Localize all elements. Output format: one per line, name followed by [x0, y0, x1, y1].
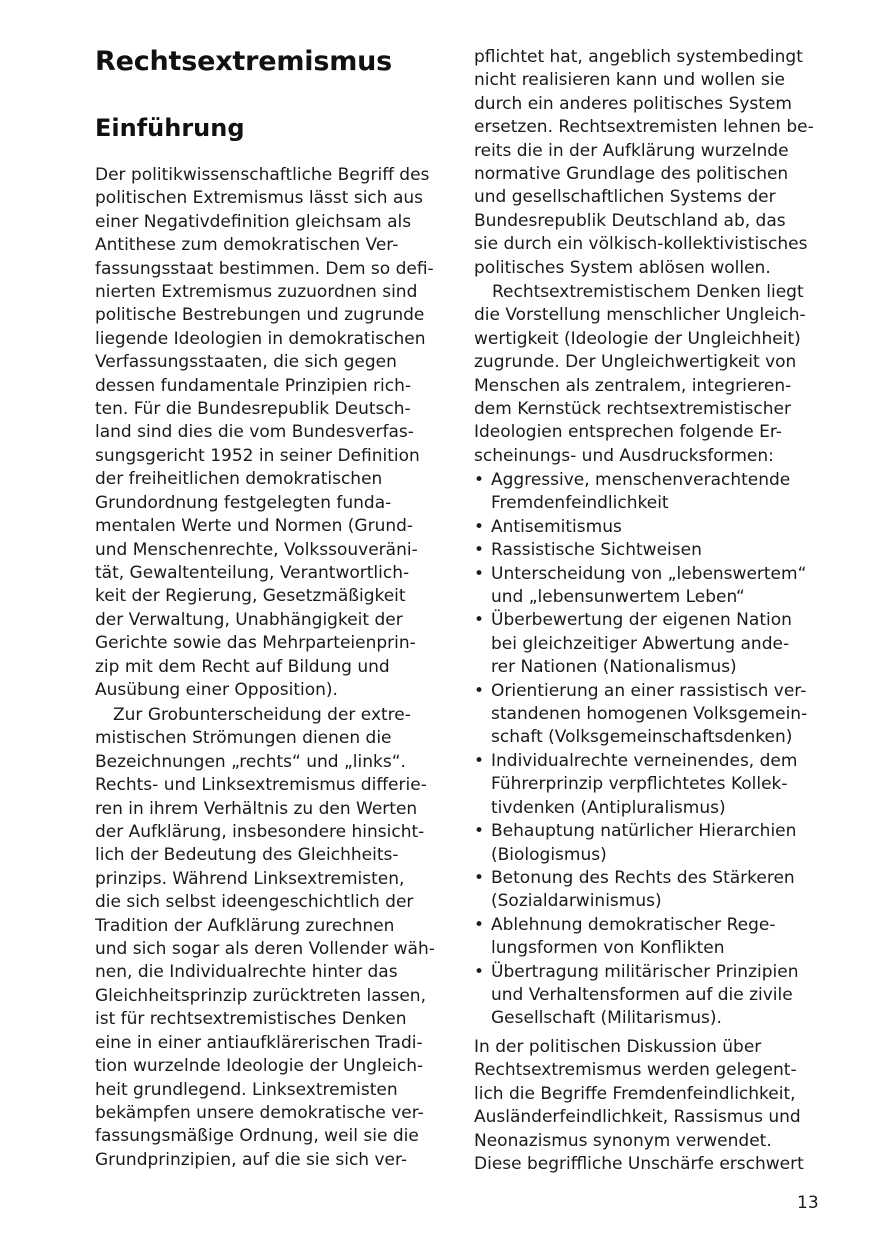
bullet-text-line: lungsformen von Konflikten	[491, 938, 725, 959]
text-line: Menschen als zentralem, integrieren-	[474, 375, 792, 396]
bullet-text-line: Orientierung an einer rassistisch ver-	[491, 680, 807, 701]
bullet-icon: •	[474, 516, 485, 537]
paragraph-right-1	[474, 46, 824, 280]
bullet-item	[474, 516, 824, 539]
bullet-icon: •	[474, 867, 485, 888]
text-line: nierten Extremismus zuzuordnen sind	[95, 282, 418, 303]
paragraph-left-1	[95, 164, 445, 702]
paragraph-right-3	[474, 1036, 824, 1176]
bullet-item	[474, 961, 824, 1031]
text-line: und gesellschaftlichen Systems der	[474, 187, 776, 208]
bullet-text-line: Ablehnung demokratischer Rege-	[491, 914, 776, 935]
text-line: ren in ihrem Verhältnis zu den Werten	[95, 798, 418, 819]
bullet-list	[474, 469, 824, 1031]
text-line: der Verwaltung, Unabhängigkeit der	[95, 609, 403, 630]
text-line: die Vorstellung menschlicher Ungleich-	[474, 305, 806, 326]
text-line: Der politikwissenschaftliche Begriff des	[95, 165, 430, 185]
text-line: reits die in der Aufklärung wurzelnde	[474, 140, 789, 161]
text-line: nicht realisieren kann und wollen sie	[474, 70, 786, 91]
paragraph-left-2	[95, 704, 445, 1172]
bullet-text-line: Rassistische Sichtweisen	[491, 540, 702, 561]
bullet-item	[474, 609, 824, 679]
bullet-icon: •	[474, 961, 485, 982]
bullet-icon: •	[474, 680, 485, 701]
bullet-text-line: rer Nationen (Nationalismus)	[491, 657, 737, 678]
bullet-text-line: schaft (Volksgemeinschaftsdenken)	[491, 727, 793, 748]
bullet-text-line: Aggressive, menschenverachtende	[491, 470, 791, 490]
text-line: Gerichte sowie das Mehrparteienprin-	[95, 633, 416, 654]
bullet-text-line: Fremdenfeindlichkeit	[491, 493, 669, 514]
text-line: der freiheitlichen demokratischen	[95, 469, 383, 490]
bullet-icon: •	[474, 914, 485, 935]
bullet-text-line: tivdenken (Antipluralismus)	[491, 797, 726, 818]
text-line: ersetzen. Rechtsextremisten lehnen be-	[474, 117, 814, 138]
text-line: Ausländerfeindlichkeit, Rassismus und	[474, 1107, 801, 1128]
bullet-item	[474, 750, 824, 820]
text-line: Grundordnung festgelegten funda-	[95, 492, 392, 513]
bullet-text-line: Gesellschaft (Militarismus).	[491, 1008, 722, 1029]
text-line: Bezeichnungen „rechts“ und „links“.	[95, 751, 406, 772]
text-line: Ausübung einer Opposition).	[95, 679, 338, 700]
bullet-item	[474, 867, 824, 914]
page-number: 13	[797, 1193, 819, 1213]
bullet-icon: •	[474, 563, 485, 584]
bullet-icon: •	[474, 470, 485, 490]
bullet-text-line: Antisemitismus	[491, 516, 622, 537]
text-line: mentalen Werte und Normen (Grund-	[95, 516, 414, 537]
text-line: dem Kernstück rechtsextremistischer	[474, 399, 791, 420]
bullet-item	[474, 680, 824, 750]
paragraph-right-2	[474, 281, 824, 468]
bullet-text-line: Behauptung natürlicher Hierarchien	[491, 821, 797, 842]
text-line: Rechtsextremistischem Denken liegt	[492, 282, 804, 302]
text-line: Rechtsextremismus werden gelegent-	[474, 1060, 797, 1081]
bullet-icon: •	[474, 821, 485, 842]
bullet-text-line: bei gleichzeitiger Abwertung ande-	[491, 633, 790, 654]
bullet-text-line: (Sozialdarwinismus)	[491, 891, 662, 912]
text-line: politischen Extremismus lässt sich aus	[95, 188, 423, 209]
bullet-text-line: standenen homogenen Volksgemein-	[491, 704, 808, 725]
text-line: zip mit dem Recht auf Bildung und	[95, 656, 390, 677]
bullet-text-line: Führerprinzip verpflichtetes Kollek-	[491, 774, 788, 795]
bullet-text-line: Individualrechte verneinendes, dem	[491, 750, 798, 771]
text-line: die sich selbst ideengeschichtlich der	[95, 892, 414, 913]
text-line: sungsgericht 1952 in seiner Definition	[95, 445, 420, 466]
text-line: scheinungs- und Ausdrucksformen:	[474, 445, 774, 466]
text-line: eine in einer antiaufklärerischen Tradi-	[95, 1032, 423, 1053]
text-line: und sich sogar als deren Vollender wäh-	[95, 939, 435, 960]
text-line: mistischen Strömungen dienen die	[95, 728, 392, 749]
text-line: Ideologien entsprechen folgende Er-	[474, 422, 782, 443]
bullet-item	[474, 914, 824, 961]
text-line: heit grundlegend. Linksextremisten	[95, 1079, 398, 1100]
bullet-text-line: Betonung des Rechts des Stärkeren	[491, 867, 795, 888]
text-line: prinzips. Während Linksextremisten,	[95, 868, 405, 889]
bullet-icon: •	[474, 750, 485, 771]
text-line: normative Grundlage des politischen	[474, 164, 789, 185]
bullet-icon: •	[474, 540, 485, 561]
text-line: lich die Begriffe Fremdenfeindlichkeit,	[474, 1083, 796, 1104]
bullet-text-line: Unterscheidung von „lebenswertem“	[491, 563, 807, 584]
text-line: bekämpfen unsere demokratische ver-	[95, 1102, 424, 1123]
text-line: und Menschenrechte, Volkssouveräni-	[95, 539, 418, 560]
text-line: fassungsstaat bestimmen. Dem so defi-	[95, 258, 434, 279]
text-line: Gleichheitsprinzip zurücktreten lassen,	[95, 985, 426, 1006]
page-title: Rechtsextremismus	[95, 46, 393, 77]
text-line: Bundesrepublik Deutschland ab, das	[474, 210, 786, 231]
text-line: lich der Bedeutung des Gleichheits-	[95, 845, 399, 866]
text-line: Tradition der Aufklärung zurechnen	[95, 915, 395, 936]
bullet-text-line: (Biologismus)	[491, 844, 607, 865]
text-line: durch ein anderes politisches System	[474, 93, 792, 114]
bullet-item	[474, 820, 824, 867]
text-line: der Aufklärung, insbesondere hinsicht-	[95, 822, 425, 843]
text-line: liegende Ideologien in demokratischen	[95, 328, 426, 349]
bullet-text-line: Überbewertung der eigenen Nation	[491, 610, 792, 631]
text-line: pflichtet hat, angeblich systembedingt	[474, 47, 803, 67]
text-line: politische Bestrebungen und zugrunde	[95, 305, 425, 326]
bullet-item	[474, 469, 824, 516]
text-line: ten. Für die Bundesrepublik Deutsch-	[95, 399, 411, 420]
text-line: ist für rechtsextremistisches Denken	[95, 1009, 407, 1030]
text-line: tät, Gewaltenteilung, Verantwortlich-	[95, 562, 410, 583]
text-line: Zur Grobunterscheidung der extre-	[113, 705, 411, 725]
bullet-item	[474, 539, 824, 562]
text-line: zugrunde. Der Ungleichwertigkeit von	[474, 352, 797, 373]
text-line: Neonazismus synonym verwendet.	[474, 1130, 772, 1151]
text-line: nen, die Individualrechte hinter das	[95, 962, 398, 983]
text-line: tion wurzelnde Ideologie der Ungleich-	[95, 1056, 424, 1077]
text-line: land sind dies die vom Bundesverfas-	[95, 422, 414, 443]
text-line: politisches System ablösen wollen.	[474, 257, 771, 278]
text-line: dessen fundamentale Prinzipien rich-	[95, 375, 412, 396]
bullet-text-line: und „lebensunwertem Leben“	[491, 587, 745, 608]
bullet-text-line: und Verhaltensformen auf die zivile	[491, 984, 793, 1005]
text-line: Antithese zum demokratischen Ver-	[95, 235, 399, 256]
text-line: keit der Regierung, Gesetzmäßigkeit	[95, 586, 406, 607]
bullet-text-line: Übertragung militärischer Prinzipien	[491, 961, 799, 982]
text-line: Grundprinzipien, auf die sie sich ver-	[95, 1149, 408, 1170]
text-line: einer Negativdefinition gleichsam als	[95, 211, 412, 232]
text-line: Verfassungsstaaten, die sich gegen	[95, 352, 397, 373]
text-line: wertigkeit (Ideologie der Ungleichheit)	[474, 328, 801, 349]
text-line: In der politischen Diskussion über	[474, 1037, 762, 1057]
bullet-icon: •	[474, 610, 485, 631]
bullet-item	[474, 563, 824, 610]
section-heading: Einführung	[95, 114, 245, 142]
text-line: Rechts- und Linksextremismus differie-	[95, 775, 427, 796]
text-line: sie durch ein völkisch-kollektivistisches	[474, 234, 808, 255]
text-line: Diese begriffliche Unschärfe erschwert	[474, 1154, 804, 1175]
text-line: fassungsmäßige Ordnung, weil sie die	[95, 1126, 419, 1147]
